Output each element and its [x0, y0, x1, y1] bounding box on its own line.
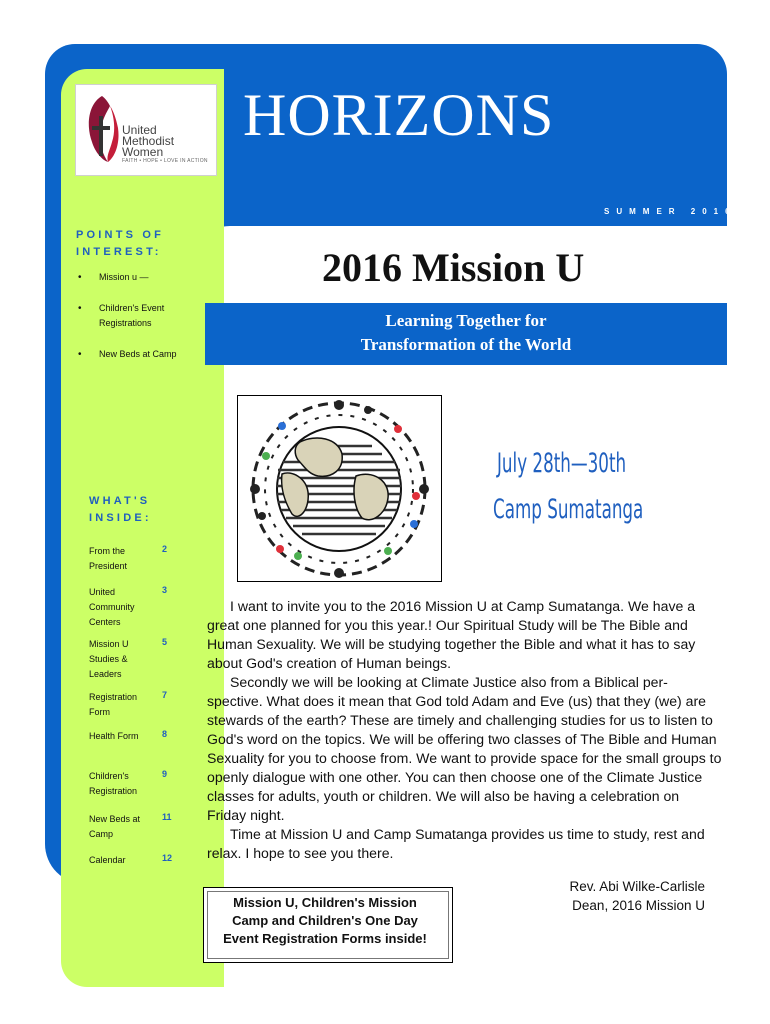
- signature-title: Dean, 2016 Mission U: [572, 898, 705, 913]
- whats-inside-heading: WHAT'S INSIDE:: [89, 495, 152, 524]
- toc-page: 7: [162, 690, 168, 700]
- issue-label: SUMMER 2016: [604, 207, 737, 216]
- paragraph: Secondly we will be looking at Climate Justice also from a Biblical per-spective. What does it mean that God told Adam and Eve (us) that they (we) are stewards of the earth? These are timely and challenging studies for us to listen to God's word on the topics. We will be offering two classes of The Bible and Human Sexuality for you to choose from. We want to provide space for the small groups to openly dialogue with one other. You can then choose one of the Climate Justice classes for adults, youth or children. We will also be having a celebration on Friday night.: [207, 674, 722, 823]
- cross-flame-icon: [80, 86, 124, 174]
- article-subtitle: Learning Together for Transformation of the World: [360, 311, 572, 354]
- toc-page: 5: [162, 637, 168, 647]
- paragraph: Time at Mission U and Camp Sumatanga provides us time to study, rest and relax. I hope to see you there.: [207, 826, 705, 861]
- points-of-interest-list: [78, 270, 198, 378]
- toc-label: Mission U Studies & Leaders: [89, 639, 129, 679]
- toc-label: Children's Registration: [89, 771, 138, 796]
- toc-page: 9: [162, 769, 168, 779]
- registration-notice: [203, 887, 453, 963]
- toc-page: 11: [162, 812, 172, 822]
- toc-page: 8: [162, 729, 168, 739]
- signature-name: Rev. Abi Wilke-Carlisle: [569, 879, 705, 894]
- points-of-interest-heading: POINTS OF INTEREST:: [76, 229, 165, 258]
- paragraph: I want to invite you to the 2016 Mission U at Camp Sumatanga. We have a great one planned for you this year.! Our Spiritual Study will be The Bible and Human Sexuality. We will be studying together the Bible and what it has to say about God's creation of Human beings.: [207, 598, 696, 671]
- subtitle-band: [205, 303, 727, 365]
- list-item: • New Beds at Camp: [78, 347, 198, 362]
- article-body: [207, 597, 722, 863]
- event-dates: July 28th—30th: [497, 448, 627, 479]
- toc-label: Health Form: [89, 731, 139, 741]
- newsletter-title: HORIZONS: [243, 82, 555, 148]
- logo-wordmark: United Methodist Women: [122, 123, 175, 159]
- signature-block: [535, 877, 705, 915]
- list-item: • Mission u —: [78, 270, 198, 285]
- globe-icon: [238, 396, 441, 581]
- list-item: • Children's Event Registrations: [78, 301, 198, 331]
- logo-tagline: FAITH • HOPE • LOVE IN ACTION: [122, 158, 208, 164]
- toc-page: 12: [162, 853, 173, 863]
- toc-label: Registration Form: [89, 692, 138, 717]
- toc-label: Calendar: [89, 855, 126, 865]
- toc-page: 3: [162, 585, 168, 595]
- toc-page: 2: [162, 544, 168, 554]
- globe-illustration: [237, 395, 442, 582]
- article-headline: 2016 Mission U: [322, 245, 585, 290]
- notice-text: Mission U, Children's Mission Camp and Children's One Day Event Registration Forms inside!: [223, 895, 427, 946]
- toc-label: From the President: [89, 546, 128, 571]
- sidebar: [61, 69, 224, 987]
- umw-logo: [75, 84, 217, 176]
- event-location: Camp Sumatanga: [493, 494, 644, 525]
- toc-label: United Community Centers: [89, 587, 135, 627]
- toc-label: New Beds at Camp: [89, 814, 141, 839]
